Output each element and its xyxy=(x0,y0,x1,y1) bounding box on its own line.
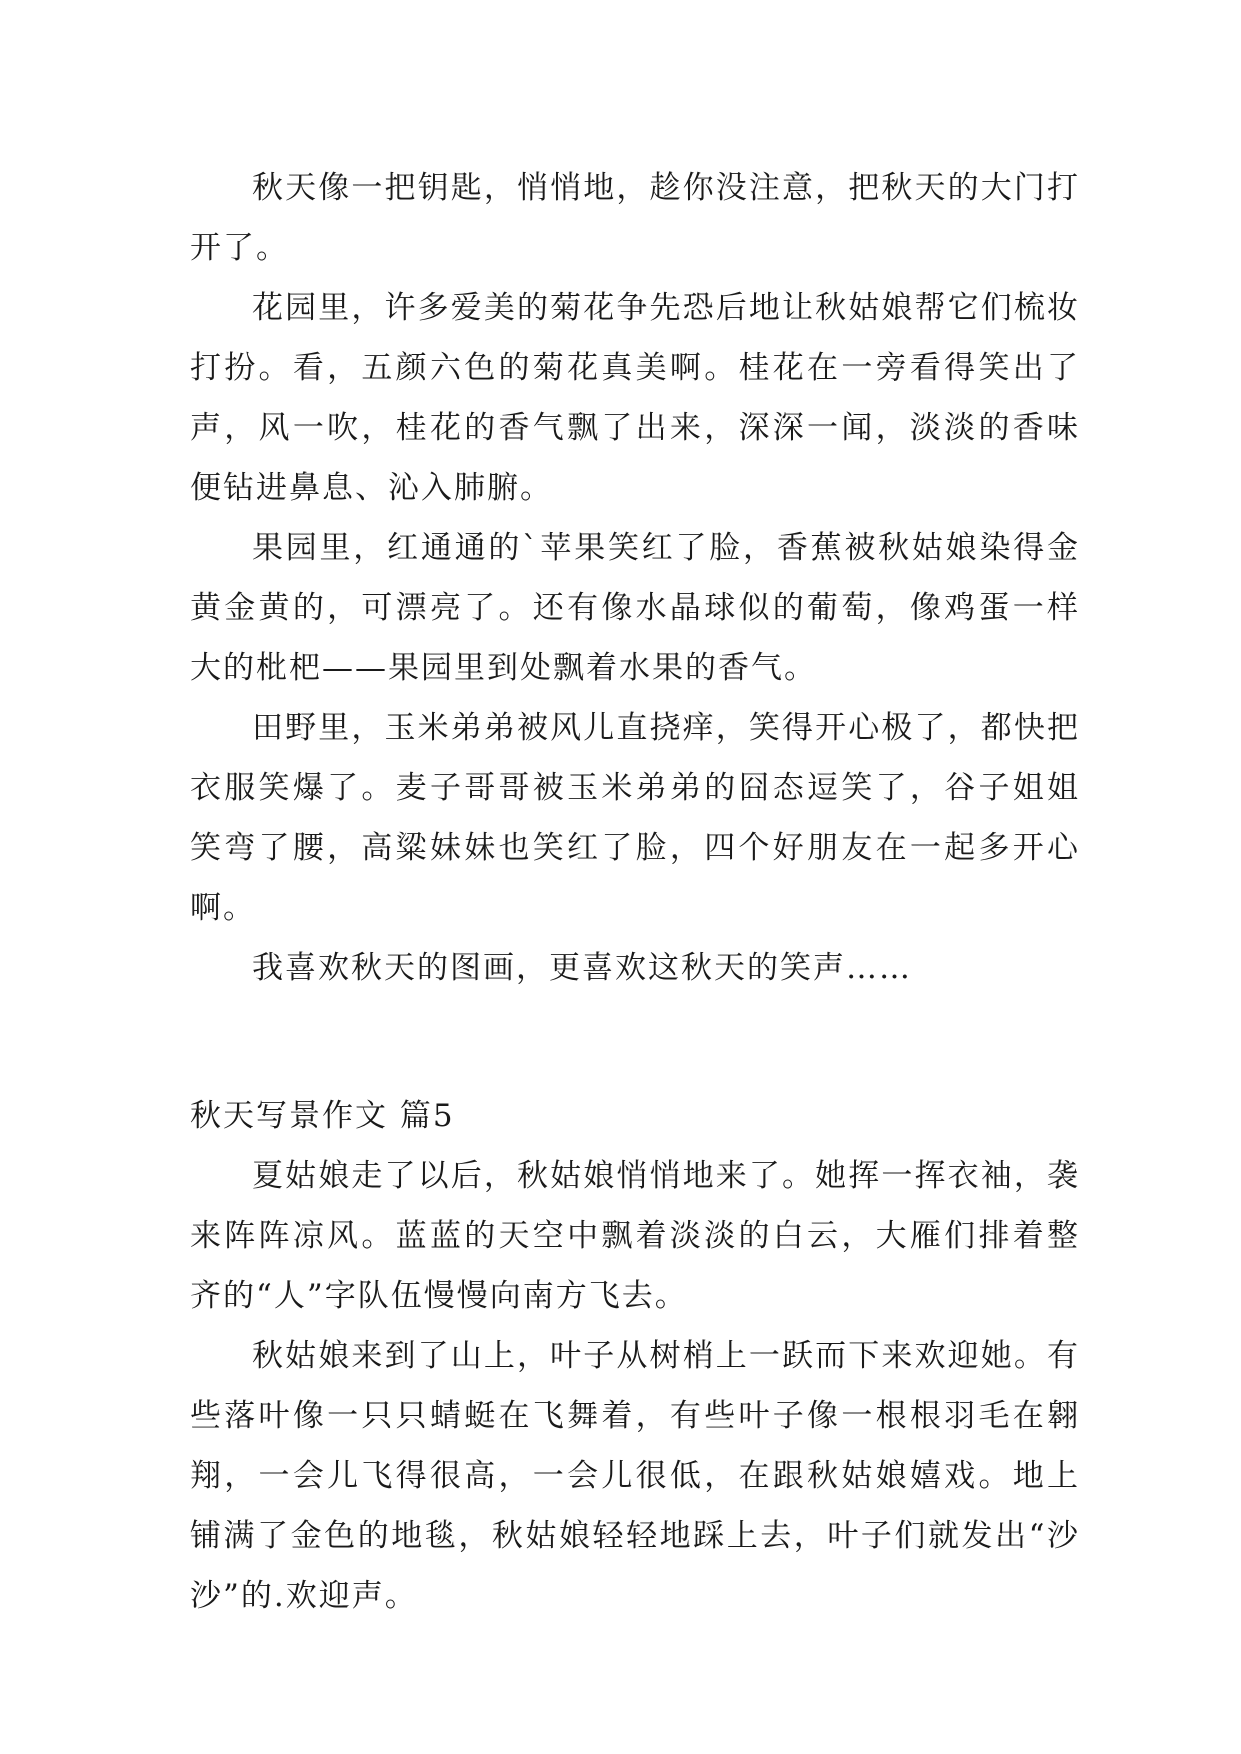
paragraph: 花园里，许多爱美的菊花争先恐后地让秋姑娘帮它们梳妆打扮。看，五颜六色的菊花真美啊。桂花在一旁看得笑出了声，风一吹，桂花的香气飘了出来，深深一闻，淡淡的香味便钻进鼻息、沁入肺腑。 xyxy=(190,290,1080,506)
paragraph: 秋姑娘来到了山上，叶子从树梢上一跃而下来欢迎她。有些落叶像一只只蜻蜓在飞舞着，有些叶子像一根根羽毛在翱翔，一会儿飞得很高，一会儿很低，在跟秋姑娘嬉戏。地上铺满了金色的地毯，秋姑娘轻轻地踩上去，叶子们就发出“沙沙”的.欢迎声。 xyxy=(190,1338,1080,1614)
paragraph: 果园里，红通通的`苹果笑红了脸，香蕉被秋姑娘染得金黄金黄的，可漂亮了。还有像水晶球似的葡萄，像鸡蛋一样大的枇杷——果园里到处飘着水果的香气。 xyxy=(190,530,1080,686)
paragraph: 田野里，玉米弟弟被风儿直挠痒，笑得开心极了，都快把衣服笑爆了。麦子哥哥被玉米弟弟的囧态逗笑了，谷子姐姐笑弯了腰，高粱妹妹也笑红了脸，四个好朋友在一起多开心啊。 xyxy=(190,710,1080,926)
paragraph: 秋天像一把钥匙，悄悄地，趁你没注意，把秋天的大门打开了。 xyxy=(190,170,1080,266)
section-heading: 秋天写景作文 篇5 xyxy=(190,1098,455,1134)
document-body xyxy=(190,158,1080,1626)
paragraph: 我喜欢秋天的图画，更喜欢这秋天的笑声…… xyxy=(252,950,912,986)
section-spacer xyxy=(190,998,1080,1086)
paragraph: 夏姑娘走了以后，秋姑娘悄悄地来了。她挥一挥衣袖，袭来阵阵凉风。蓝蓝的天空中飘着淡淡的白云，大雁们排着整齐的“人”字队伍慢慢向南方飞去。 xyxy=(190,1158,1080,1314)
